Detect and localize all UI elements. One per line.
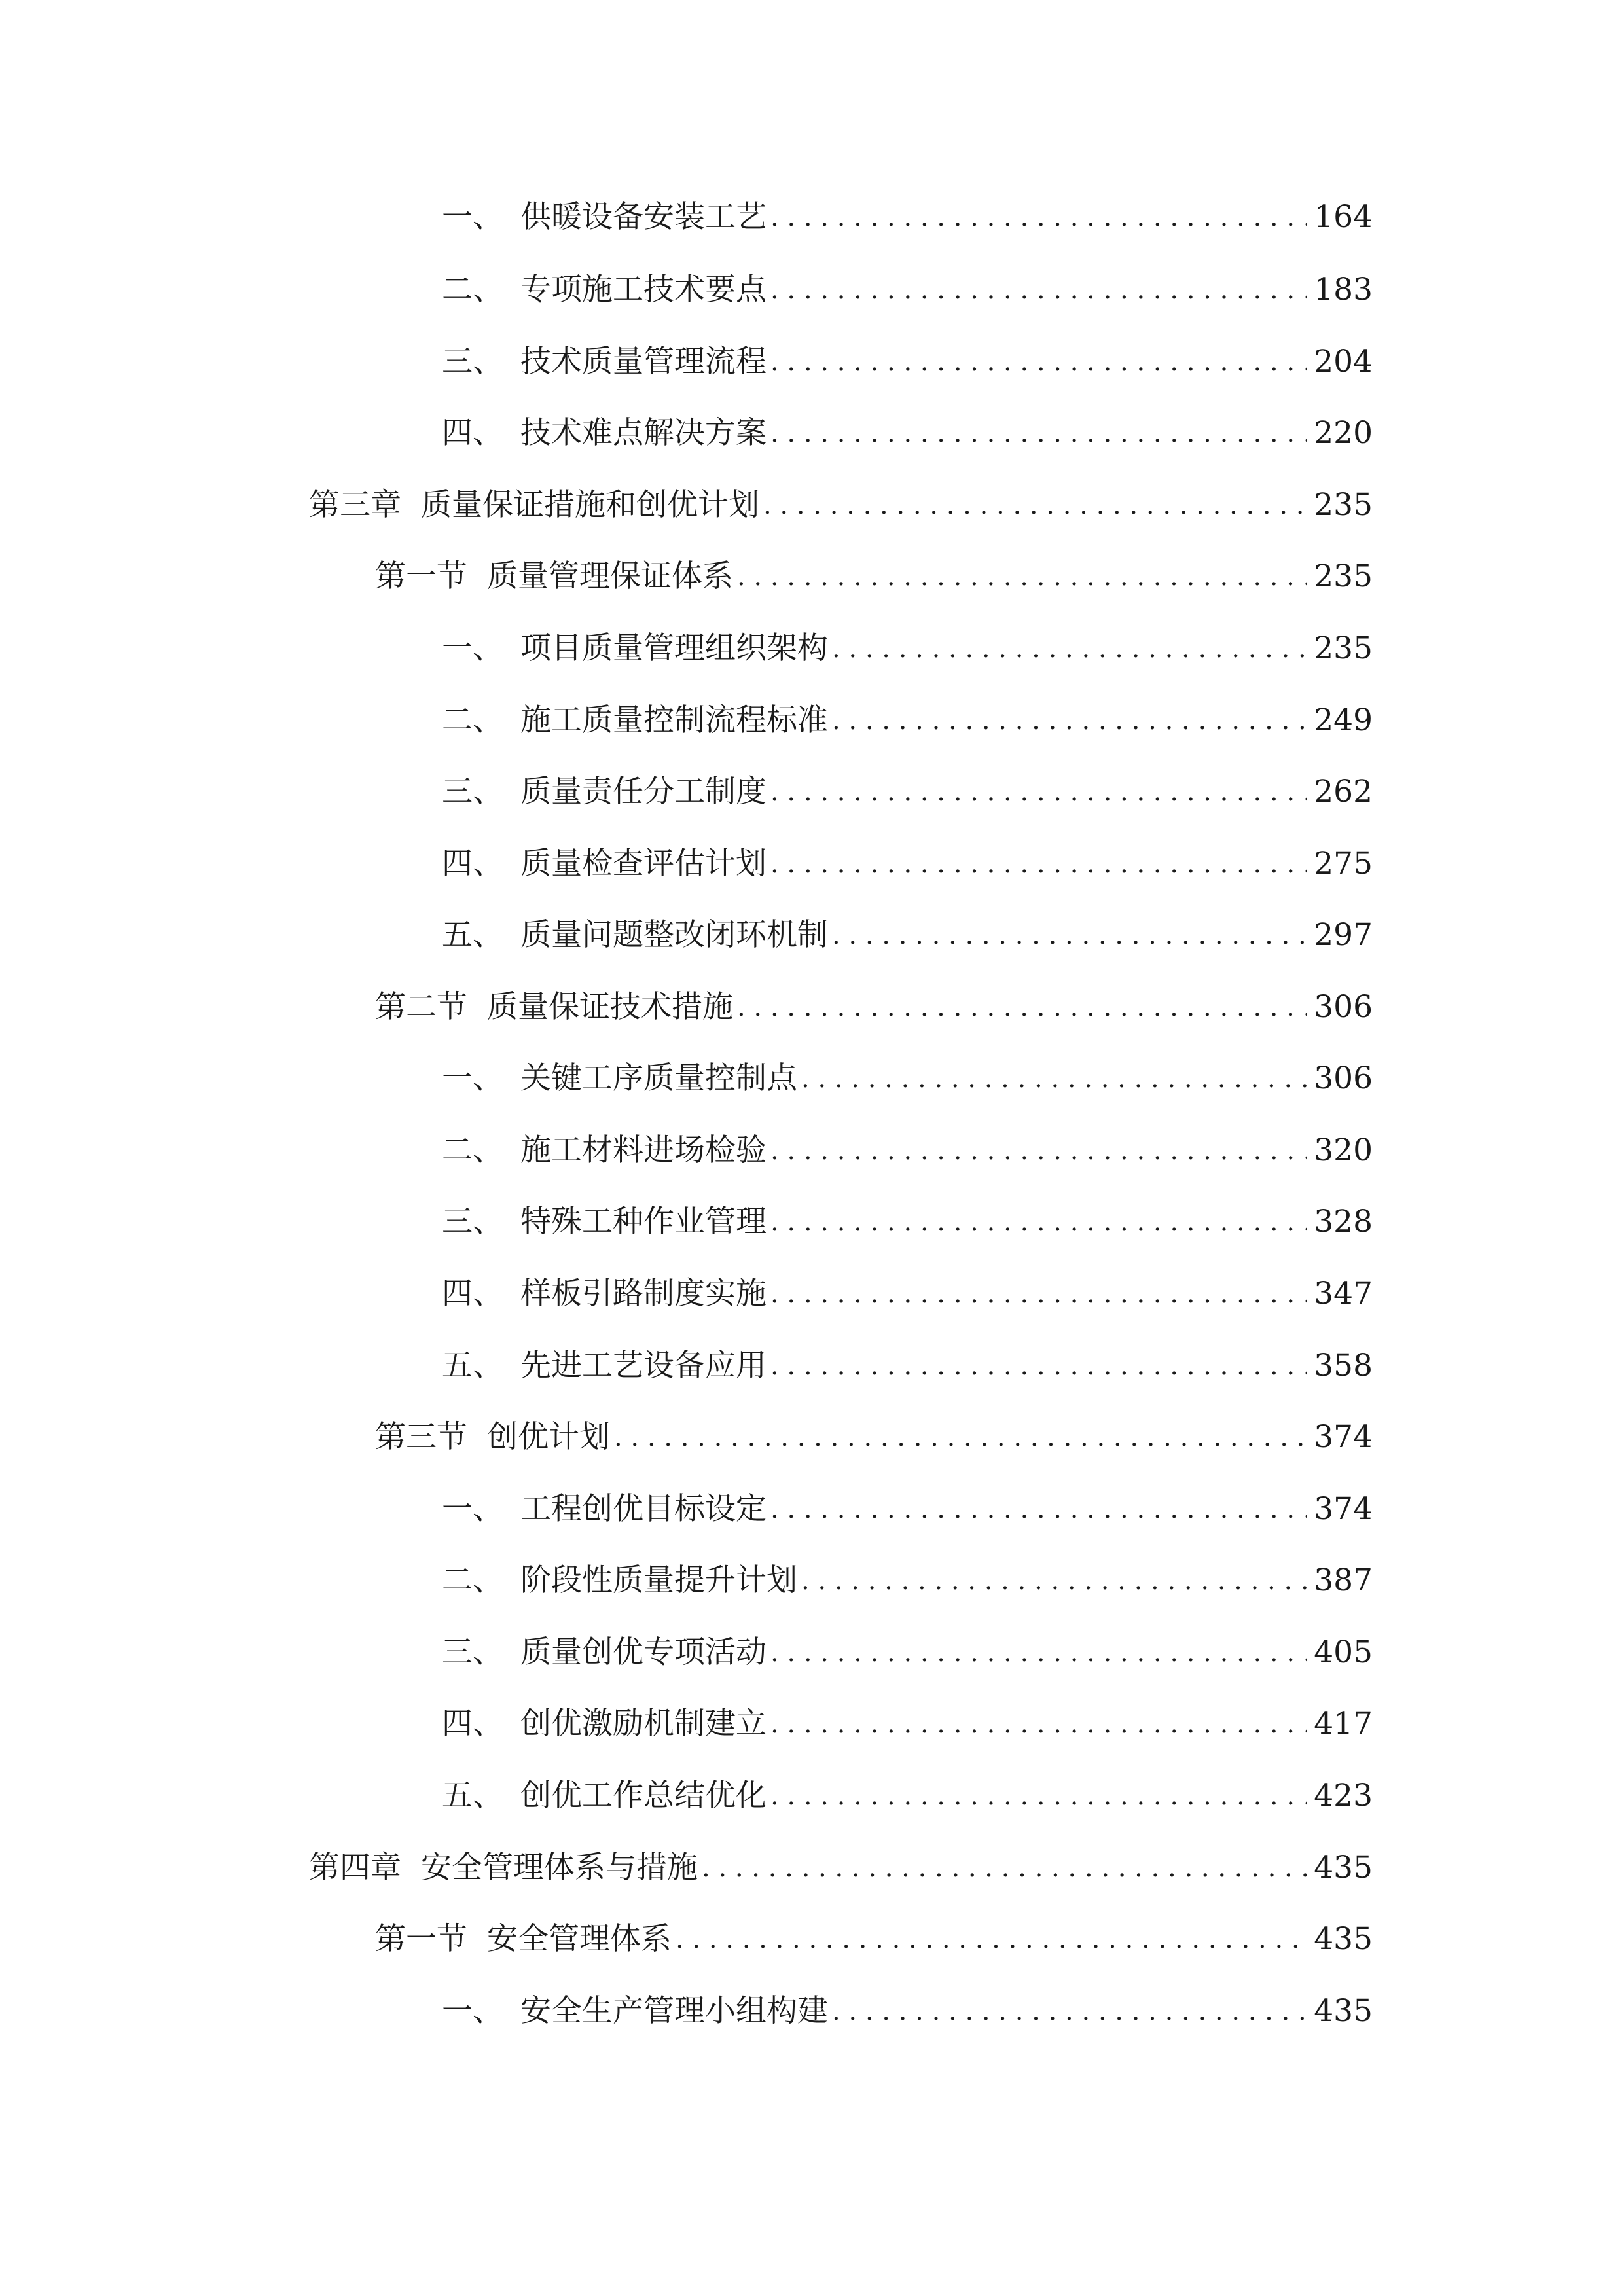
dot-leader <box>770 766 1307 818</box>
toc-entry-title: 关键工序质量控制点 <box>520 1060 797 1096</box>
dot-leader <box>801 1554 1307 1607</box>
toc-entry[interactable] <box>442 1554 1373 1607</box>
dot-leader <box>770 191 1307 243</box>
toc-entry-number: 五、 <box>442 1778 503 1814</box>
toc-entry-number: 五、 <box>442 917 503 953</box>
toc-entry-title: 技术难点解决方案 <box>520 415 767 451</box>
dot-leader <box>801 1052 1307 1105</box>
toc-entry-page: 435 <box>1314 1850 1373 1886</box>
toc-entry-section[interactable] <box>375 550 1373 603</box>
dot-leader <box>832 909 1307 961</box>
toc-entry-page: 423 <box>1314 1778 1373 1814</box>
toc-entry[interactable] <box>442 336 1373 388</box>
toc-entry-number: 三、 <box>442 774 503 810</box>
toc-entry-page: 328 <box>1314 1204 1373 1240</box>
toc-entry-page: 306 <box>1314 989 1373 1025</box>
toc-entry-title: 质量创优专项活动 <box>520 1634 767 1670</box>
toc-entry-title: 质量保证措施和创优计划 <box>421 487 759 523</box>
toc-entry-page: 164 <box>1314 199 1373 235</box>
toc-entry-page: 249 <box>1314 702 1373 738</box>
toc-entry-page: 262 <box>1314 774 1373 810</box>
toc-entry-section[interactable] <box>375 1411 1373 1463</box>
dot-leader <box>737 981 1307 1033</box>
toc-entry-page: 358 <box>1314 1348 1373 1384</box>
toc-entry[interactable] <box>442 1124 1373 1177</box>
toc-entry-number: 三、 <box>442 1204 503 1240</box>
dot-leader <box>763 479 1307 531</box>
toc-entry-number: 一、 <box>442 199 503 235</box>
toc-entry-title: 样板引路制度实施 <box>520 1276 767 1312</box>
toc-entry-number: 四、 <box>442 1276 503 1312</box>
toc-entry[interactable] <box>442 1196 1373 1248</box>
toc-entry-page: 275 <box>1314 846 1373 882</box>
dot-leader <box>770 1483 1307 1535</box>
toc-entry-number: 五、 <box>442 1348 503 1384</box>
toc-entry-title: 安全生产管理小组构建 <box>520 1993 828 2029</box>
toc-entry-title: 项目质量管理组织架构 <box>520 630 828 666</box>
toc-entry-number: 第一节 <box>375 1921 467 1957</box>
toc-entry[interactable] <box>442 1770 1373 1822</box>
dot-leader <box>770 1268 1307 1320</box>
dot-leader <box>770 407 1307 459</box>
toc-entry[interactable] <box>442 766 1373 818</box>
toc-entry-page: 435 <box>1314 1921 1373 1957</box>
dot-leader <box>702 1842 1307 1894</box>
toc-entry-section[interactable] <box>375 1913 1373 1965</box>
toc-entry-number: 一、 <box>442 630 503 666</box>
toc-entry[interactable] <box>442 1626 1373 1679</box>
toc-entry[interactable] <box>442 1985 1373 2037</box>
toc-entry-number: 第三节 <box>375 1419 467 1455</box>
dot-leader <box>832 694 1307 747</box>
toc-entry-number: 一、 <box>442 1993 503 2029</box>
toc-entry-title: 创优计划 <box>487 1419 610 1455</box>
toc-entry[interactable] <box>442 694 1373 747</box>
dot-leader <box>770 1124 1307 1177</box>
toc-entry-title: 创优激励机制建立 <box>520 1706 767 1742</box>
toc-entry-page: 374 <box>1314 1491 1373 1527</box>
toc-entry-number: 三、 <box>442 1634 503 1670</box>
toc-entry-number: 二、 <box>442 1562 503 1598</box>
toc-entry-title: 质量检查评估计划 <box>520 846 767 882</box>
toc-entry-number: 三、 <box>442 344 503 380</box>
toc-entry-title: 质量责任分工制度 <box>520 774 767 810</box>
toc-entry[interactable] <box>442 1268 1373 1320</box>
toc-entry-number: 二、 <box>442 272 503 308</box>
toc-entry-number: 二、 <box>442 1132 503 1168</box>
toc-entry[interactable] <box>442 909 1373 961</box>
toc-entry-page: 417 <box>1314 1706 1373 1742</box>
dot-leader <box>770 1340 1307 1392</box>
toc-entry-title: 质量问题整改闭环机制 <box>520 917 828 953</box>
toc-entry-page: 347 <box>1314 1276 1373 1312</box>
toc-entry[interactable] <box>442 264 1373 316</box>
dot-leader <box>770 838 1307 890</box>
toc-entry-title: 安全管理体系 <box>487 1921 672 1957</box>
dot-leader <box>770 336 1307 388</box>
toc-entry[interactable] <box>442 407 1373 459</box>
toc-entry-title: 创优工作总结优化 <box>520 1778 767 1814</box>
dot-leader <box>770 1196 1307 1248</box>
toc-entry-number: 第四章 <box>309 1850 401 1886</box>
toc-entry-title: 质量保证技术措施 <box>487 989 733 1025</box>
dot-leader <box>770 1626 1307 1679</box>
toc-entry[interactable] <box>442 191 1373 243</box>
toc-entry-number: 四、 <box>442 415 503 451</box>
dot-leader <box>676 1913 1307 1965</box>
toc-entry-number: 四、 <box>442 846 503 882</box>
toc-entry-page: 204 <box>1314 344 1373 380</box>
toc-entry-number: 一、 <box>442 1060 503 1096</box>
toc-entry-title: 安全管理体系与措施 <box>421 1850 698 1886</box>
toc-entry[interactable] <box>442 1340 1373 1392</box>
dot-leader <box>614 1411 1307 1463</box>
toc-entry-number: 第三章 <box>309 487 401 523</box>
dot-leader <box>770 1698 1307 1750</box>
toc-entry-title: 供暖设备安装工艺 <box>520 199 767 235</box>
toc-entry-title: 施工质量控制流程标准 <box>520 702 828 738</box>
dot-leader <box>737 550 1307 603</box>
toc-entry-chapter[interactable] <box>309 1842 1373 1894</box>
dot-leader <box>770 1770 1307 1822</box>
toc-entry-page: 220 <box>1314 415 1373 451</box>
toc-entry-title: 先进工艺设备应用 <box>520 1348 767 1384</box>
toc-entry-section[interactable] <box>375 981 1373 1033</box>
toc-entry-number: 一、 <box>442 1491 503 1527</box>
toc-entry-page: 320 <box>1314 1132 1373 1168</box>
toc-entry-number: 第一节 <box>375 558 467 594</box>
toc-entry-page: 306 <box>1314 1060 1373 1096</box>
toc-entry-title: 特殊工种作业管理 <box>520 1204 767 1240</box>
toc-entry-title: 施工材料进场检验 <box>520 1132 767 1168</box>
toc-entry-page: 387 <box>1314 1562 1373 1598</box>
toc-entry-page: 374 <box>1314 1419 1373 1455</box>
toc-entry-title: 专项施工技术要点 <box>520 272 767 308</box>
toc-entry-title: 技术质量管理流程 <box>520 344 767 380</box>
toc-entry-page: 235 <box>1314 558 1373 594</box>
toc-entry-page: 183 <box>1314 272 1373 308</box>
dot-leader <box>770 264 1307 316</box>
toc-entry[interactable] <box>442 838 1373 890</box>
toc-entry-page: 405 <box>1314 1634 1373 1670</box>
toc-entry-page: 435 <box>1314 1993 1373 2029</box>
toc-entry-chapter[interactable] <box>309 479 1373 531</box>
toc-entry[interactable] <box>442 1698 1373 1750</box>
toc-entry-number: 二、 <box>442 702 503 738</box>
toc-entry-page: 235 <box>1314 630 1373 666</box>
toc-entry-title: 质量管理保证体系 <box>487 558 733 594</box>
toc-entry-number: 第二节 <box>375 989 467 1025</box>
dot-leader <box>832 1985 1307 2037</box>
toc-entry[interactable] <box>442 1483 1373 1535</box>
toc-entry-page: 235 <box>1314 487 1373 523</box>
toc-entry-page: 297 <box>1314 917 1373 953</box>
dot-leader <box>832 622 1307 675</box>
toc-entry[interactable] <box>442 1052 1373 1105</box>
toc-entry[interactable] <box>442 622 1373 675</box>
toc-entry-number: 四、 <box>442 1706 503 1742</box>
toc-entry-title: 工程创优目标设定 <box>520 1491 767 1527</box>
toc-entry-title: 阶段性质量提升计划 <box>520 1562 797 1598</box>
